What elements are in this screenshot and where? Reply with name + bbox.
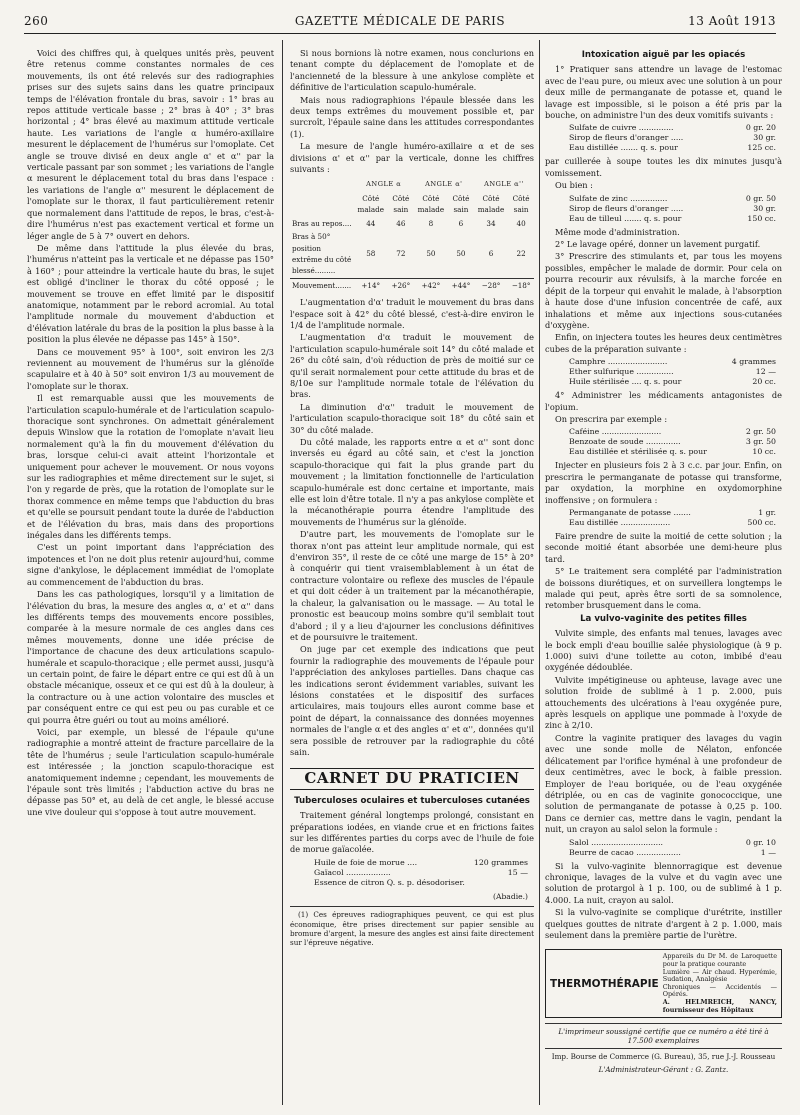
paragraph: Faire prendre de suite la moitié de cette solution ; la seconde moitié étant absorbée une demi-heure plus tard.	[545, 530, 782, 564]
quantity: 12 —	[755, 367, 776, 377]
quantity: 20 cc.	[752, 377, 776, 387]
ingredient: Caféine ........................	[569, 427, 662, 437]
prescription-line	[569, 123, 782, 133]
table-cell: 6	[458, 218, 464, 228]
paragraph: 4° Administrer les médicaments antagonistes de l'opium.	[545, 390, 782, 412]
ingredient: Eau distillée ....................	[569, 517, 671, 527]
ingredient: Benzoate de soude ..............	[569, 437, 681, 447]
paragraph: Vulvite impétigineuse ou aphteuse, lavage avec une solution froide de sublimé à 1 p. 2.000, puis attouchements des ulcérations à l'eau oxygénée pure, après lesquels on applique une pommade à l'oxyde de zinc à 2/10.	[545, 674, 782, 731]
table-group-header: ANGLE α'	[425, 180, 463, 189]
row-label: Bras à 50° position extrême du côté blessé.........	[292, 232, 352, 276]
prescription-line	[569, 194, 782, 204]
quantity: 15 —	[507, 867, 528, 877]
ingredient: Sirop de fleurs d'oranger .....	[569, 133, 684, 143]
quantity: 0 gr. 20	[745, 123, 776, 133]
ingredient: Permanganate de potasse .......	[569, 507, 691, 517]
paragraph: Injecter en plusieurs fois 2 à 3 c.c. par jour. Enfin, on prescrira le permanganate de potasse qui transforme, par oxydation, la morphine en oxydomorphine inoffensive ; on formulera :	[545, 460, 782, 505]
quantity: 1 —	[760, 847, 776, 857]
prescription-line	[569, 427, 782, 437]
table-cell: 50	[426, 249, 436, 259]
paragraph: 2° Le lavage opéré, donner un lavement purgatif.	[555, 239, 761, 250]
table-subheader: Côté malade	[357, 193, 385, 215]
ingredient: Eau distillée et stérilisée q. s. pour	[569, 447, 707, 457]
journal-title: GAZETTE MÉDICALE DE PARIS	[294, 14, 506, 28]
paragraph: Si la vulvo-vaginite blennorragique est devenue chronique, lavages de la vulve et du vagin avec une solution de protargol à 1 p. 100, ou de sublimé à 1 p. 4.000. La nuit, crayon au salol.	[545, 860, 782, 905]
paragraph: Si nous bornions là notre examen, nous conclurions en tenant compte du déplacement de l'omoplate et de l'ancienneté de la blessure à une ankylose complète et définitive de l'articulation scapulo-humérale.	[290, 48, 534, 93]
paragraph: Dans les cas pathologiques, lorsqu'il y a limitation de l'élévation du bras, la mesure des angles α, α' et α'' dans les différents temps des mouvements encore possibles, comparée à la mesure normale de ces angles dans ces mêmes mouvements, donne une idée précise de l'importance de chacune des deux articulations scapulo-humérale et scapulo-thoracique ; elle permet aussi, jusqu'à un certain point, de faire le départ entre ce qui est dû à un obstacle mécanique, osseux et ce qui est dû à la douleur, à la contracture ou à une action volontaire des muscles et par conséquent entre ce qui est peu ou pas curable et ce qui pourra être guéri ou tout au moins amélioré.	[27, 589, 274, 725]
quantity: 125 cc.	[747, 143, 776, 153]
section-heading: Intoxication aiguë par les opiacés	[581, 50, 746, 60]
ingredient: Huile de foie de morue ....	[314, 857, 418, 867]
table-cell: +14°	[354, 278, 388, 292]
footnote: (1) Ces épreuves radiographiques peuvent, ce qui est plus économique, être prises directement sur papier sensible au bromure d'argent, la mesure des angles est ainsi faite directement sur l'épreuve négative.	[290, 906, 534, 948]
table-group-header: ANGLE α''	[484, 180, 524, 189]
table-cell: −28°	[474, 278, 508, 292]
row-label: Bras au repos....	[292, 218, 352, 228]
paragraph: D'autre part, les mouvements de l'omoplate sur le thorax n'ont pas atteint leur amplitude normale, qui est d'environ 35°, il reste de ce côté une marge de 15° à 20° à conquérir qui tient vraisemblablement à un état de contracture volontaire ou reflexe des muscles de l'épaule et qui doit céder à un traitement par la mécanothérapie, la chaleur, la galvanisation ou le massage. — Au total le pronostic est beaucoup moins sombre qu'il semblait tout d'abord ; il y a lieu d'ajourner les conclusions définitives et de poursuivre le traitement.	[290, 529, 534, 642]
paragraph: Enfin, on injectera toutes les heures deux centimètres cubes de la préparation suivante :	[545, 332, 782, 354]
table-cell: 58	[366, 249, 376, 259]
paragraph: 5° Le traitement sera complété par l'administration de boissons diurétiques, et on surveillera longtemps le malade qui peut, après être sorti de sa somnolence, retomber brusquement dans le coma.	[545, 566, 782, 611]
quantity: 3 gr. 50	[745, 437, 776, 447]
paragraph: Traitement général longtemps prolongé, consistant en préparations iodées, en viande crue et en frictions faites sur les différentes parties du corps avec de l'huile de foie de morue gaïacolée.	[290, 810, 534, 855]
paragraph: C'est un point important dans l'appréciation des impotences et l'on ne doit plus retenir aujourd'hui, comme signe d'ankylose, le déplacement immédiat de l'omoplate au commencement de l'abduction du bras.	[27, 542, 274, 587]
quantity: 500 cc.	[747, 517, 776, 527]
ad-line: Lumière — Air chaud. Hyperémie, Sudation, Analgésie	[662, 967, 777, 984]
prescription-line	[314, 878, 534, 888]
ingredient: Essence de citron Q. s. p. désodoriser.	[314, 877, 465, 887]
prescription	[569, 194, 782, 224]
ingredient: Gaïacol ..................	[314, 867, 391, 877]
paragraph: On juge par cet exemple des indications que peut fournir la radiographie des mouvements de l'épaule pour l'appréciation des ankyloses partielles. Dans chaque cas les indications seront évidemment variables, suivant les lésions constatées et le dispositif des surfaces articulaires, mais toujours elles auront comme base et point de départ, la connaissance des données moyennes normales de l'angle α et des angles α' et α'', données qu'il sera possible de retrouver par la radiographie du côté sain.	[290, 644, 534, 757]
paragraph: 3° Prescrire des stimulants et, par tous les moyens possibles, empêcher le malade de dormir. Pour cela on pourra recourir aux révulsifs, à la marche forcée en dépit de la torpeur qui envahit le malade, à l'absorption à haute dose d'une infusion concentrée de café, aux inhalations et même aux injections sous-cutanées d'oxygène.	[545, 251, 782, 330]
ingredient: Eau de tilleul ....... q. s. pour	[569, 213, 682, 223]
paragraph: Si la vulvo-vaginite se complique d'urétrite, instiller quelques gouttes de nitrate d'argent à 2 p. 1.000, mais seulement dans la première partie de l'urètre.	[545, 907, 782, 940]
prescription-line	[569, 133, 782, 143]
carnet-title: CARNET DU PRATICIEN	[290, 768, 534, 789]
prescription	[569, 838, 782, 858]
table-subheader: Côté sain	[392, 193, 410, 215]
table-cell: 22	[516, 249, 526, 259]
table-cell: 46	[396, 218, 406, 228]
advertisement	[545, 949, 782, 1018]
section-heading: Tuberculoses oculaires et tuberculoses cutanées	[294, 795, 530, 806]
quantity: 120 grammes	[473, 857, 528, 867]
paragraph: De même dans l'attitude la plus élevée du bras, l'humérus n'atteint pas la verticale et ne dépasse pas 150° à 160° ; pour atteindre la verticale haute du bras, le sujet est obligé d'incliner le thorax du côté opposé ; le mouvement se trouve en effet limité par le dispositif anatomique, notamment par le rebord acromial. Au total l'amplitude normale du mouvement d'abduction et d'élévation latérale du bras de la position la plus basse à la position la plus élevée ne dépasse pas 145° à 150°.	[27, 242, 274, 345]
author-signature: (Abadie.)	[493, 891, 528, 901]
table-cell: +44°	[448, 278, 474, 292]
paragraph: Vulvite simple, des enfants mal tenues, lavages avec le bock empli d'eau bouillie salée physiologique (à 9 p. 1.000) suivi d'une toilette au coton, imbibé d'eau oxygénée dédoublée.	[545, 628, 782, 673]
prescription-line	[569, 437, 782, 447]
table-subheader: Côté sain	[512, 193, 530, 215]
print-certification: L'imprimeur soussigné certifie que ce numéro a été tiré à 17.500 exemplaires	[545, 1023, 782, 1049]
table-subheader: Côté malade	[477, 193, 505, 215]
prescription	[569, 357, 782, 387]
prescription-line	[569, 838, 782, 848]
table-row	[290, 230, 534, 278]
quantity: 4 grammes	[731, 357, 776, 367]
ad-line: Chroniques — Accidentés — Opérés.	[662, 982, 777, 999]
issue-date: 13 Août 1913	[688, 14, 776, 28]
page-header	[24, 12, 776, 34]
ingredient: Beurre de cacao ..................	[569, 847, 681, 857]
quantity: 10 cc.	[752, 447, 776, 457]
paragraph: L'augmentation d'α traduit le mouvement de l'articulation scapulo-humérale soit 14° du côté malade et 26° du côté sain, d'où réduction de près de moitié sur ce qu'il serait normalement pour cette attitude du bras et de 8/10e sur l'amplitude normale totale de l'élévation du bras.	[290, 332, 534, 400]
article-column-3	[545, 48, 782, 1108]
table-cell: 40	[516, 218, 526, 228]
table-cell: 72	[396, 249, 406, 259]
prescription-line	[569, 214, 782, 224]
quantity: 30 gr.	[753, 133, 776, 143]
table-cell: −18°	[508, 278, 534, 292]
printer-imprint: Imp. Bourse de Commerce (G. Bureau), 35, rue J.-J. Rousseau	[551, 1052, 776, 1062]
paragraph: Ou bien :	[555, 180, 593, 191]
prescription-line	[569, 357, 782, 367]
column-divider	[539, 40, 540, 1105]
column-divider	[282, 40, 283, 1105]
table-cell: +42°	[414, 278, 448, 292]
table-subheader: Côté malade	[417, 193, 445, 215]
paragraph: On prescrira par exemple :	[555, 413, 668, 424]
ingredient: Huile stérilisée .... q. s. pour	[569, 377, 682, 387]
table-cell: +26°	[388, 278, 414, 292]
paragraph: Il est remarquable aussi que les mouvements de l'articulation scapulo-humérale et de l'articulation scapulo-thoracique sont synchrones. On admettait généralement depuis Winslow que la rotation de l'omoplate n'avait lieu normalement qu'à la fin du mouvement d'élévation du bras, lorsque celui-ci avait atteint l'horizontale et uniquement pour achever le mouvement. Or nous voyons sur les radiographies et même directement sur le sujet, si l'on y regarde de près, que la rotation de l'omoplate sur le thorax commence en même temps que l'abduction du bras et qu'elle se poursuit pendant toute la durée de l'abduction et de l'élévation du bras, mais dans des proportions inégales dans les différents temps.	[27, 393, 274, 541]
table-group-header: ANGLE α	[366, 180, 402, 189]
quantity: 150 cc.	[747, 213, 776, 223]
table-cell: 6	[488, 249, 494, 259]
prescription-line	[569, 508, 782, 518]
table-row	[290, 278, 534, 292]
prescription-line	[569, 447, 782, 457]
table-cell: 50	[456, 249, 466, 259]
paragraph: Mais nous radiographions l'épaule blessée dans les deux temps extrêmes du mouvement possible et, par surcroît, l'épaule saine dans les attitudes correspondantes (1).	[290, 94, 534, 139]
ingredient: Ether sulfurique ...............	[569, 367, 674, 377]
ad-line: A. HELMREICH, NANCY, fournisseur des Hôpitaux	[662, 997, 777, 1014]
section-heading: La vulvo-vaginite des petites filles	[580, 613, 747, 624]
article-column-2	[290, 48, 534, 1108]
paragraph: La mesure de l'angle huméro-axillaire α et de ses divisions α' et α'' par la verticale, donne les chiffres suivants :	[290, 141, 534, 175]
prescription-line	[314, 868, 534, 878]
ingredient: Eau distillée ....... q. s. pour	[569, 143, 678, 153]
quantity: 0 gr. 50	[745, 193, 776, 203]
prescription-line	[569, 367, 782, 377]
table-cell: 44	[366, 218, 376, 228]
paragraph: La diminution d'α'' traduit le mouvement de l'articulation scapulo-thoracique soit 18° du côté sain et 30° du côté malade.	[290, 401, 534, 435]
prescription	[569, 123, 782, 153]
table-subheader: Côté sain	[452, 193, 470, 215]
paragraph: Même mode d'administration.	[555, 226, 680, 237]
prescription	[569, 508, 782, 528]
administrator-line: L'Administrateur-Gérant : G. Zantz.	[598, 1064, 729, 1074]
prescription-line	[569, 204, 782, 214]
prescription-line	[569, 377, 782, 387]
ingredient: Camphre ........................	[569, 357, 668, 367]
ingredient: Sulfate de cuivre ..............	[569, 123, 674, 133]
ad-body	[663, 953, 777, 1014]
row-label: Mouvement.......	[290, 278, 354, 292]
prescription-line	[314, 858, 534, 868]
ingredient: Sirop de fleurs d'oranger .....	[569, 203, 684, 213]
quantity: 30 gr.	[753, 203, 776, 213]
paragraph: Voici des chiffres qui, à quelques unités près, peuvent être retenus comme constantes normales de ces mouvements, ils ont été relevés sur des radiographies prises sur des sujets sains dans les quatre principaux temps de l'élévation frontale du bras, savoir : 1° bras au repos attitude verticale basse ; 2° bras à 40° ; 3° bras horizontal ; 4° bras élevé au maximum attitude verticale haute. Les variations de l'angle α huméro-axillaire mesurent le déplacement de l'humérus sur l'omoplate. Cet angle se trouve divisé en deux angle α' et α'' par la verticale passant par son sommet ; les variations de l'angle α mesurent le déplacement total du bras dans l'espace : les variations de l'angle α'' mesurent le déplacement de l'omoplate sur le thorax, il faut particulièrement retenir que normalement dans l'attitude de repos, le bras, c'est-à-dire l'humérus n'est pas exactement vertical et forme un léger angle de 5 à 7° ouvert en dehors.	[27, 48, 274, 241]
table-row	[290, 217, 534, 230]
prescription-line	[569, 143, 782, 153]
prescription-line	[569, 518, 782, 528]
paragraph: Du côté malade, les rapports entre α et α'' sont donc inversés eu égard au côté sain, et c'est la jonction scapulo-thoracique qui fait la plus grande part du mouvement ; la limitation fonctionnelle de l'articulation scapulo-humérale est donc certaine et importante, mais elle est loin d'être totale. Il n'y a pas ankylose complète et la mécanothérapie pourra étendre l'amplitude des mouvements de l'humérus sur la glénoïde.	[290, 437, 534, 527]
paragraph: Voici, par exemple, un blessé de l'épaule qu'une radiographie a montré atteint de fracture parcellaire de la tête de l'humérus ; seule l'articulation scapulo-humérale est intéressée ; la jonction scapulo-thoracique est anatomiquement indemne ; cependant, les mouvements de l'épaule sont très limités ; l'abduction active du bras ne dépasse pas 50° et, au delà de cet angle, le blessé accuse une vive douleur qui s'oppose à tout autre mouvement.	[27, 726, 274, 817]
paragraph: par cuillerée à soupe toutes les dix minutes jusqu'à vomissement.	[545, 156, 782, 178]
quantity: 2 gr. 50	[745, 427, 776, 437]
quantity: 1 gr.	[758, 507, 776, 517]
ingredient: Sulfate de zinc ...............	[569, 193, 668, 203]
paragraph: Contre la vaginite pratiquer des lavages du vagin avec une sonde molle de Nélaton, enfoncée délicatement par l'orifice hyménal à une profondeur de deux centimètres, avec le bock, à faible pression. Employer de l'eau boriquée, ou de l'eau oxygénée détriplée, ou en cas de vaginite gonococcique, une solution de permanganate de potasse à 0,25 p. 100. Dans ce dernier cas, mettre dans le vagin, pendant la nuit, un crayon au salol selon la formule :	[545, 732, 782, 835]
ingredient: Salol .............................	[569, 837, 664, 847]
paragraph: Dans ce mouvement 95° à 100°, soit environ les 2/3 reviennent au mouvement de l'humérus sur la glénoïde scapulaire et à 40 à 50° soit environ 1/3 au mouvement de l'omoplate sur le thorax.	[27, 346, 274, 391]
table-cell: 34	[486, 218, 496, 228]
prescription-line	[569, 848, 782, 858]
paragraph: 1° Pratiquer sans attendre un lavage de l'estomac avec de l'eau pure, ou mieux avec une solution à un pour deux mille de permanganate de potasse et, quand le lavage est impossible, si le poison a été pris par la bouche, on administre l'un des deux vomitifs suivants :	[545, 64, 782, 121]
prescription	[569, 427, 782, 457]
ad-brand: THERMOTHÉRAPIE	[550, 977, 659, 990]
paragraph: L'augmentation d'α' traduit le mouvement du bras dans l'espace soit à 42° du côté blessé, c'est-à-dire environ le 1/4 de l'amplitude normale.	[290, 297, 534, 330]
prescription	[314, 858, 534, 888]
table-cell: 8	[428, 218, 434, 228]
page-number: 260	[24, 14, 49, 28]
article-column-1	[27, 48, 274, 1108]
ad-line: Appareils du Dr M. de Laroquette pour la pratique courante	[662, 952, 777, 968]
quantity: 0 gr. 10	[745, 837, 776, 847]
angle-table	[290, 178, 534, 292]
